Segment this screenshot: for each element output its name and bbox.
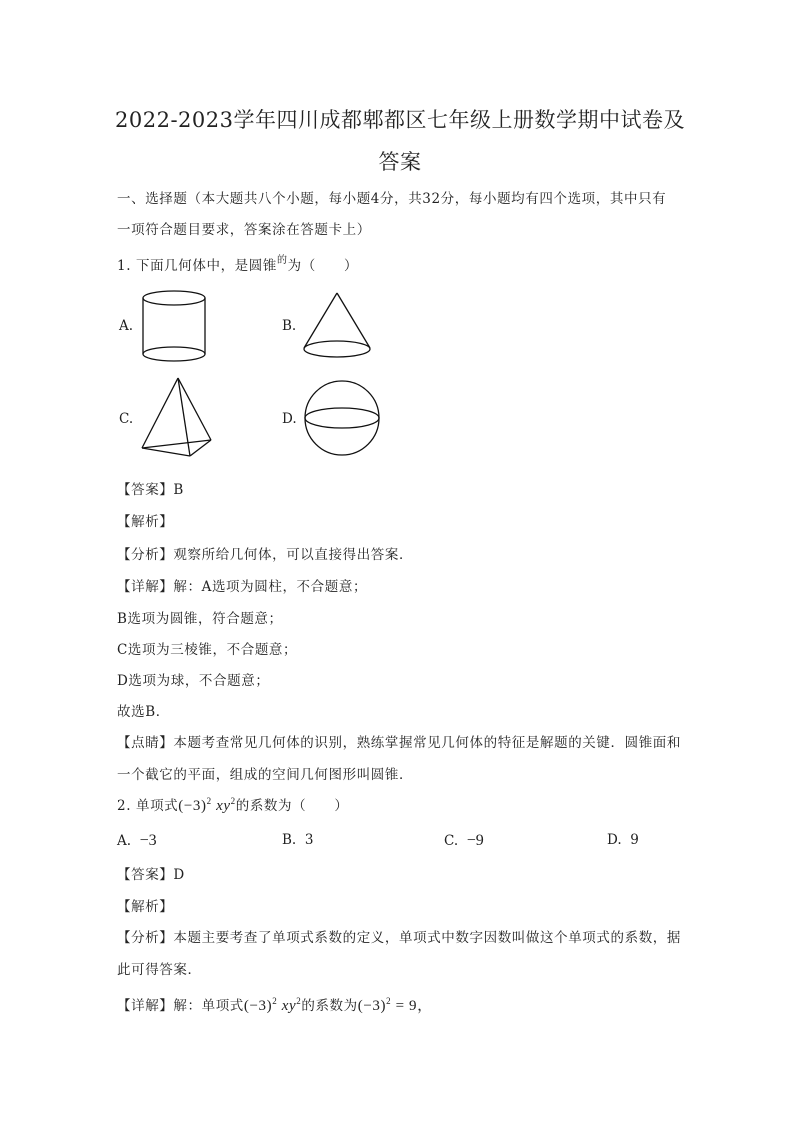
q2-option-d <box>607 832 639 848</box>
q2-option-d-label: D. <box>607 832 622 848</box>
q2-option-a <box>117 832 157 850</box>
q2-expr-variables: xy <box>216 798 231 814</box>
q1-stem-suffix: 为（ ） <box>287 258 359 274</box>
q1-stem-raised: 的 <box>276 255 288 266</box>
q2-expr-var-exponent: 2 <box>230 796 236 806</box>
q2-option-b <box>282 832 313 848</box>
section-heading-line1: 一、选择题（本大题共八个小题，每小题4分，共32分，每小题均有四个选项，其中只有 <box>117 191 667 207</box>
q2-detail <box>117 994 433 1015</box>
q2-option-b-label: B. <box>282 832 297 848</box>
q2-answer: 【答案】D <box>117 867 185 883</box>
triangular-pyramid-figure <box>141 376 213 460</box>
q2-expr-exponent: 2 <box>206 796 212 806</box>
q2-detail-var-exponent: 2 <box>296 996 302 1006</box>
section-heading-line2: 一项符合题目要求，答案涂在答题卡上） <box>117 222 371 238</box>
q1-detail-line: 【详解】解：A选项为圆柱，不合题意； <box>117 579 368 595</box>
q2-option-c-label: C. <box>444 833 459 849</box>
q1-option-c-label: C. <box>119 411 134 427</box>
q1-detail-line: 故选B． <box>117 704 170 720</box>
q1-option-d-label: D. <box>282 411 297 427</box>
q2-detail-result-expression <box>358 998 433 1014</box>
q1-detail-line: C选项为三棱锥，不合题意； <box>117 642 298 658</box>
q2-stem-prefix: 2. 单项式 <box>117 798 179 814</box>
q1-analysis-heading: 【解析】 <box>117 514 174 530</box>
document-title-line1: 2022-2023学年四川成都郫都区七年级上册数学期中试卷及 <box>115 108 685 132</box>
q2-option-d-value: 9 <box>630 832 639 848</box>
q2-detail-expr-exponent: 2 <box>272 996 278 1006</box>
q2-result-base: (−3) <box>357 998 387 1014</box>
q2-detail-expr-base: (−3) <box>243 998 273 1014</box>
q1-option-a-label: A. <box>119 318 134 334</box>
q2-detail-mid: 的系数为 <box>301 998 358 1014</box>
q2-option-a-label: A. <box>117 833 132 849</box>
q2-stem-expression <box>178 798 235 814</box>
q2-option-c-value: −9 <box>466 832 484 849</box>
q2-stem-suffix: 的系数为（ ） <box>235 798 349 814</box>
q2-detail-expression <box>244 998 301 1014</box>
q1-comment-line2: 一个截它的平面，组成的空间几何图形叫圆锥． <box>117 767 414 783</box>
cone-figure <box>303 291 375 361</box>
q2-option-a-value: −3 <box>139 832 157 849</box>
q1-stem-prefix: 1. 下面几何体中，是圆锥 <box>117 258 277 274</box>
q1-detail-line: B选项为圆锥，符合题意； <box>117 611 283 627</box>
sphere-figure <box>303 380 381 458</box>
q2-result-value: = 9， <box>395 998 433 1014</box>
q1-fenxi: 【分析】观察所给几何体，可以直接得出答案． <box>117 547 414 563</box>
q2-expr-base: (−3) <box>178 798 207 814</box>
q2-detail-variables: xy <box>281 998 297 1014</box>
q1-detail-line: D选项为球，不合题意； <box>117 673 270 689</box>
q1-stem <box>117 254 358 274</box>
q2-option-b-value: 3 <box>304 832 314 848</box>
q2-result-exponent: 2 <box>386 996 392 1006</box>
q1-answer: 【答案】B <box>117 482 184 498</box>
q2-stem <box>117 794 349 815</box>
q1-comment-line1: 【点睛】本题考查常见几何体的识别，熟练掌握常见几何体的特征是解题的关键．圆锥面和 <box>117 735 681 751</box>
document-title-line2: 答案 <box>378 150 422 174</box>
q2-fenxi-line2: 此可得答案． <box>117 962 202 978</box>
q2-detail-prefix: 【详解】解：单项式 <box>117 998 244 1014</box>
q1-option-b-label: B. <box>282 318 297 334</box>
cylinder-figure <box>140 290 210 370</box>
q2-fenxi-line1: 【分析】本题主要考查了单项式系数的定义，单项式中数字因数叫做这个单项式的系数，据 <box>117 930 681 946</box>
q2-analysis-heading: 【解析】 <box>117 899 174 915</box>
q2-option-c <box>444 832 484 850</box>
